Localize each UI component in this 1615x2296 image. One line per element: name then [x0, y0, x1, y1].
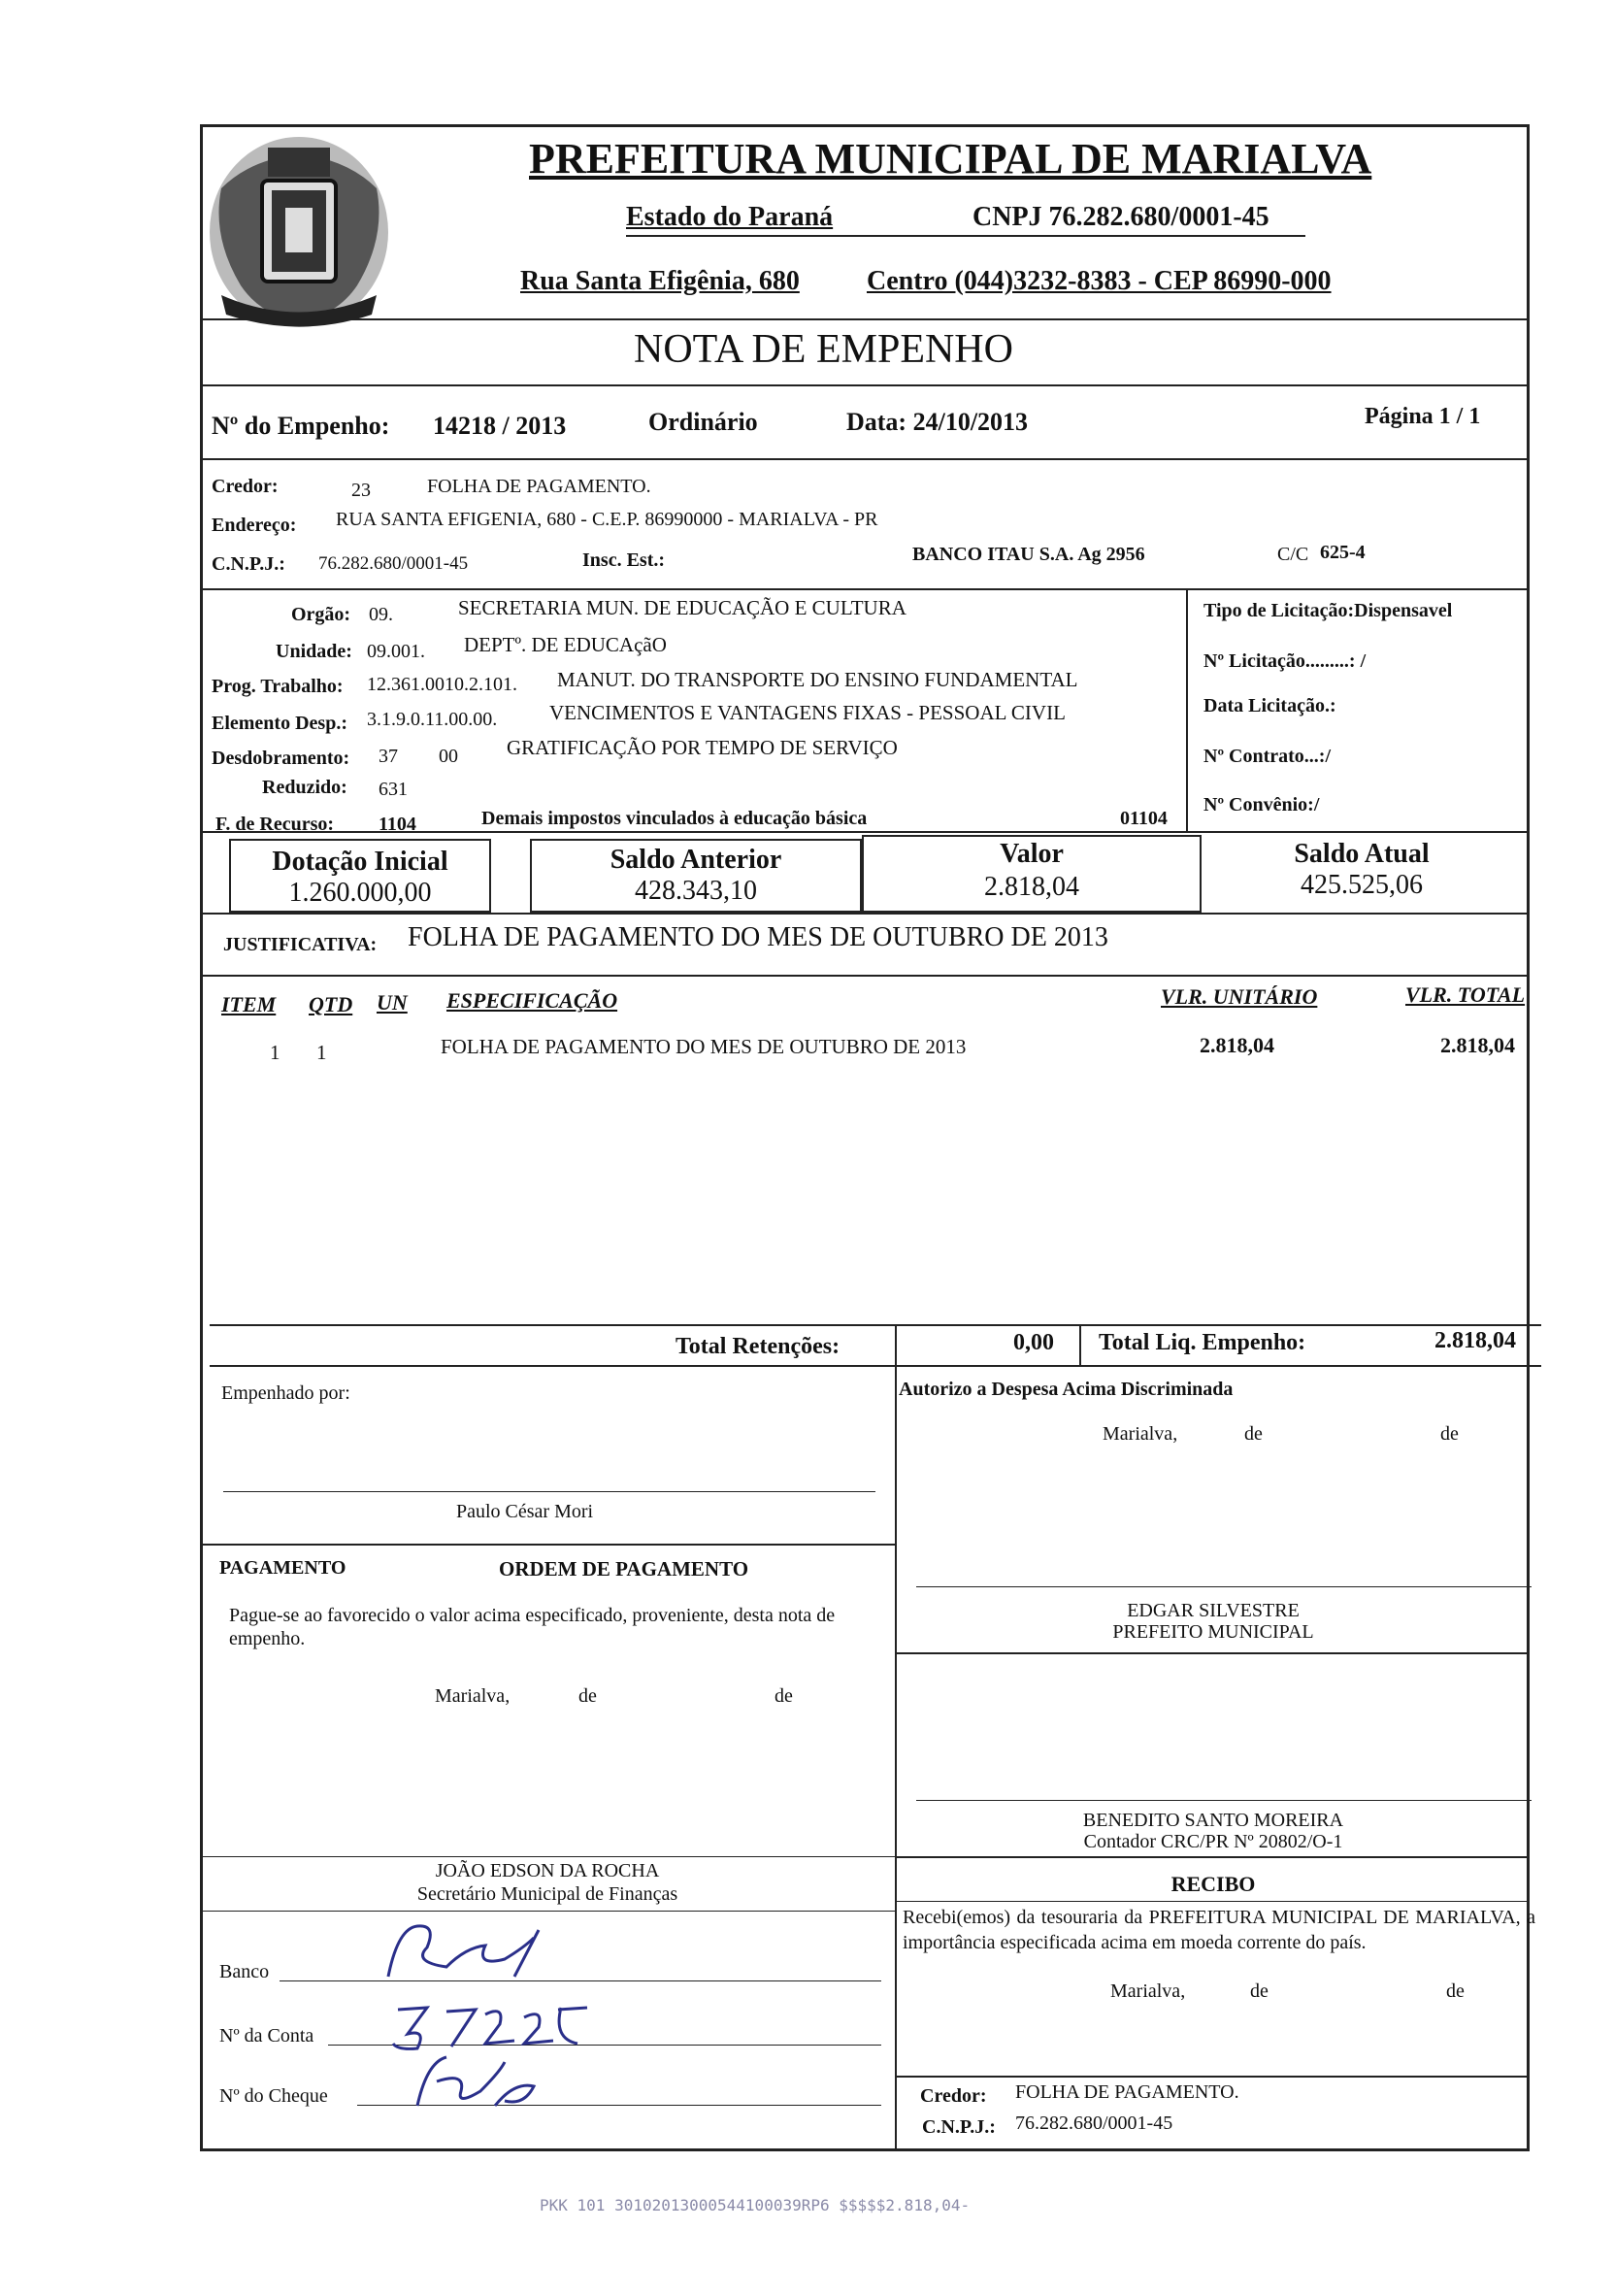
elemento-label: Elemento Desp.: — [212, 713, 347, 734]
divider — [200, 458, 1530, 460]
divider — [895, 1652, 1530, 1654]
dotacao-label: Dotação Inicial — [272, 847, 448, 877]
col-item: ITEM — [221, 992, 277, 1016]
banco-label: Banco — [219, 1961, 270, 1982]
cc-label: C/C — [1277, 544, 1309, 565]
unidade-name: DEPTº. DE EDUCAçãO — [464, 633, 667, 656]
desdobramento-label: Desdobramento: — [212, 748, 350, 769]
elemento-code: 3.1.9.0.11.00.00. — [367, 709, 498, 730]
divider — [1186, 588, 1188, 831]
signature-line — [916, 1800, 1532, 1801]
pagamento-de-1: de — [578, 1685, 597, 1707]
retencoes-label: Total Retenções: — [676, 1334, 840, 1359]
row-vlr-total: 2.818,04 — [1440, 1033, 1515, 1057]
fonte-name: Demais impostos vinculados à educação básica — [481, 808, 868, 829]
divider — [200, 913, 1530, 915]
banco-handwriting-icon — [369, 1918, 563, 1986]
page-number: Página 1 / 1 — [1365, 404, 1481, 429]
state-label: Estado do Paraná — [626, 202, 834, 232]
divider — [895, 1901, 1530, 1902]
licitacao-convenio: Nº Convênio:/ — [1203, 794, 1320, 815]
recibo-title: RECIBO — [1170, 1872, 1256, 1896]
elemento-name: VENCIMENTOS E VANTAGENS FIXAS - PESSOAL CIVIL — [549, 701, 1066, 724]
desdobramento-code: 37 — [379, 746, 398, 767]
col-qtd: QTD — [309, 992, 353, 1016]
liq-empenho-label: Total Liq. Empenho: — [1099, 1330, 1306, 1355]
header-address: Rua Santa Efigênia, 680 — [520, 266, 800, 296]
fonte-number: 01104 — [1120, 808, 1168, 829]
recibo-credor-label: Credor: — [920, 2085, 987, 2107]
credor-code: 23 — [351, 480, 371, 501]
autorizo-de-2: de — [1440, 1423, 1459, 1445]
ordem-pagamento-label: ORDEM DE PAGAMENTO — [499, 1557, 749, 1581]
row-vlr-unitario: 2.818,04 — [1200, 1033, 1274, 1057]
address-label: Endereço: — [212, 515, 297, 536]
header-rule — [626, 235, 1305, 237]
unidade-code: 09.001. — [367, 641, 425, 662]
valor-value: 2.818,04 — [984, 872, 1079, 902]
recibo-de-2: de — [1446, 1980, 1465, 2002]
cc-value: 625-4 — [1320, 542, 1366, 563]
licitacao-numero: Nº Licitação.........: / — [1203, 650, 1367, 672]
divider — [200, 588, 1530, 590]
divider — [200, 975, 1530, 977]
credor-label: Credor: — [212, 476, 279, 497]
pagamento-de-2: de — [775, 1685, 793, 1707]
recibo-cnpj-label: C.N.P.J.: — [922, 2116, 996, 2138]
row-item: 1 — [270, 1041, 280, 1064]
divider — [895, 1324, 897, 1365]
divider — [200, 318, 1530, 320]
divider — [1079, 1324, 1081, 1365]
empenho-number-label: Nº do Empenho: — [212, 412, 390, 440]
secretario-title: Secretário Municipal de Finanças — [416, 1883, 678, 1905]
saldo-anterior-label: Saldo Anterior — [610, 845, 782, 875]
licitacao-tipo: Tipo de Licitação:Dispensavel — [1203, 600, 1453, 621]
pagamento-label: PAGAMENTO — [219, 1557, 346, 1579]
recibo-de-1: de — [1250, 1980, 1269, 2002]
autorizo-place: Marialva, — [1103, 1423, 1178, 1445]
cheque-handwriting-icon — [408, 2052, 553, 2111]
contador-name: BENEDITO SANTO MOREIRA — [1082, 1810, 1344, 1831]
insc-label: Insc. Est.: — [582, 549, 666, 571]
row-qtd: 1 — [316, 1041, 327, 1064]
licitacao-contrato: Nº Contrato...:/ — [1203, 746, 1332, 767]
col-un: UN — [377, 990, 408, 1015]
saldo-anterior-value: 428.343,10 — [635, 876, 757, 906]
licitacao-data: Data Licitação.: — [1203, 695, 1336, 716]
signature-line — [223, 1491, 875, 1492]
header-contact: Centro (044)3232-8383 - CEP 86990-000 — [867, 266, 1332, 296]
empenho-type: Ordinário — [648, 408, 758, 436]
col-vlr-unitario: VLR. UNITÁRIO — [1161, 984, 1318, 1009]
reduzido-label: Reduzido: — [262, 777, 347, 798]
justificativa-label: JUSTIFICATIVA: — [223, 934, 378, 955]
prefeito-name: EDGAR SILVESTRE — [1127, 1600, 1300, 1621]
fonte-label: F. de Recurso: — [215, 814, 335, 835]
contador-title: Contador CRC/PR Nº 20802/O-1 — [1083, 1831, 1343, 1852]
recibo-cnpj: 76.282.680/0001-45 — [1015, 2113, 1173, 2134]
desdobramento-sub: 00 — [439, 746, 458, 767]
conta-handwriting-icon — [388, 1990, 592, 2058]
cheque-label: Nº do Cheque — [219, 2085, 328, 2107]
pagamento-text: Pague-se ao favorecido o valor acima especificado, proveniente, desta nota de empenho. — [229, 1605, 836, 1649]
unidade-label: Unidade: — [276, 641, 352, 662]
retencoes-value: 0,00 — [1013, 1330, 1054, 1355]
pagamento-place: Marialva, — [435, 1685, 511, 1707]
recibo-credor: FOLHA DE PAGAMENTO. — [1015, 2081, 1239, 2103]
divider — [895, 1856, 1530, 1858]
signature-line — [916, 1586, 1532, 1587]
row-especificacao: FOLHA DE PAGAMENTO DO MES DE OUTUBRO DE 2013 — [441, 1035, 967, 1058]
liq-empenho-value: 2.818,04 — [1434, 1328, 1516, 1353]
prefeito-title: PREFEITO MUNICIPAL — [1112, 1621, 1314, 1643]
table-row — [200, 1029, 1530, 1078]
signature-line — [200, 1856, 895, 1857]
empenho-date: Data: 24/10/2013 — [846, 408, 1029, 436]
bank-info: BANCO ITAU S.A. Ag 2956 — [912, 544, 1145, 565]
dotacao-value: 1.260.000,00 — [288, 878, 432, 908]
orgao-name: SECRETARIA MUN. DE EDUCAÇÃO E CULTURA — [458, 596, 906, 619]
secretario-name: JOÃO EDSON DA ROCHA — [435, 1860, 660, 1881]
orgao-code: 09. — [369, 604, 393, 625]
cnpj-label: C.N.P.J.: — [212, 553, 285, 575]
col-vlr-total: VLR. TOTAL — [1405, 982, 1526, 1007]
reduzido-value: 631 — [379, 779, 408, 800]
prog-name: MANUT. DO TRANSPORTE DO ENSINO FUNDAMENTAL — [557, 668, 1078, 691]
prog-label: Prog. Trabalho: — [212, 676, 344, 697]
empenho-number: 14218 / 2013 — [433, 412, 567, 440]
divider — [895, 1365, 897, 2151]
divider — [210, 1324, 1541, 1326]
empenhado-name: Paulo César Mori — [456, 1501, 594, 1522]
divider — [895, 2076, 1530, 2078]
footer-code: PKK 101 30102013000544100039RP6 $$$$$2.818,04- — [540, 2196, 971, 2214]
coat-of-arms-icon — [202, 130, 396, 336]
desdobramento-name: GRATIFICAÇÃO POR TEMPO DE SERVIÇO — [507, 736, 898, 759]
divider — [210, 1365, 1541, 1367]
fonte-code: 1104 — [379, 814, 416, 835]
divider — [200, 384, 1530, 386]
justificativa-text: FOLHA DE PAGAMENTO DO MES DE OUTUBRO DE 2013 — [408, 922, 1108, 952]
autorizo-label: Autorizo a Despesa Acima Discriminada — [899, 1379, 1234, 1400]
saldo-atual-label: Saldo Atual — [1294, 839, 1430, 869]
orgao-label: Orgão: — [291, 604, 351, 625]
saldo-atual-value: 425.525,06 — [1301, 870, 1423, 900]
credor-name: FOLHA DE PAGAMENTO. — [427, 476, 651, 497]
recibo-place: Marialva, — [1110, 1980, 1186, 2002]
valor-label: Valor — [1000, 839, 1064, 869]
page-title: PREFEITURA MUNICIPAL DE MARIALVA — [529, 135, 1372, 183]
doc-title: NOTA DE EMPENHO — [634, 327, 1013, 372]
header-cnpj: CNPJ 76.282.680/0001-45 — [972, 202, 1269, 232]
recibo-text: Recebi(emos) da tesouraria da PREFEITURA MUNICIPAL DE MARIALVA, a importância especificada acima em moeda corrente do país. — [903, 1907, 1535, 1953]
divider — [200, 831, 1530, 833]
autorizo-de-1: de — [1244, 1423, 1263, 1445]
divider — [200, 1911, 895, 1912]
credor-cnpj: 76.282.680/0001-45 — [318, 553, 469, 574]
prog-code: 12.361.0010.2.101. — [367, 674, 517, 695]
conta-label: Nº da Conta — [219, 2025, 314, 2046]
divider — [200, 1544, 895, 1546]
credor-address: RUA SANTA EFIGENIA, 680 - C.E.P. 86990000 - MARIALVA - PR — [336, 509, 878, 530]
empenhado-label: Empenhado por: — [221, 1382, 350, 1404]
col-especificacao: ESPECIFICAÇÃO — [446, 988, 618, 1013]
